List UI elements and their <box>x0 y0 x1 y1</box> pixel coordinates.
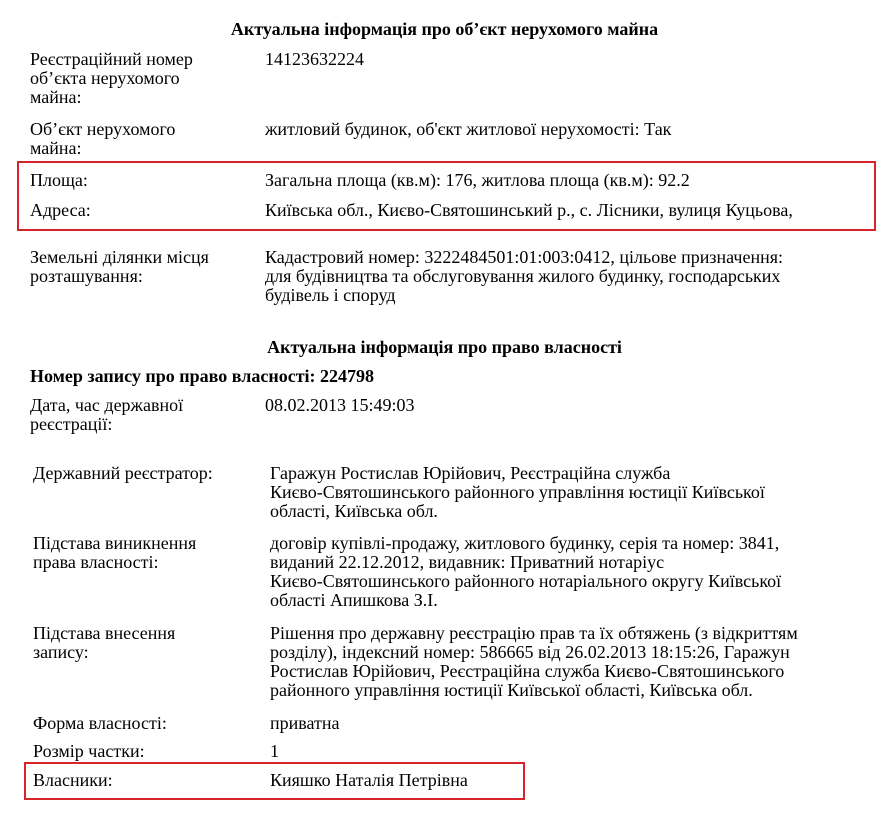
registrar-value: Гаражун Ростислав Юрійович, Реєстраційна служба Києво-Святошинського районного управління юстиції Київської області, Київська обл. <box>270 463 765 521</box>
object-type-label: Об’єкт нерухомого майна: <box>30 119 176 158</box>
ownership-basis-value: договір купівлі-продажу, житлового будинку, серія та номер: 3841, виданий 22.12.2012, видавник: Приватний нотаріус Києво-Святошинського районного нотаріального округу Київської області Апишкова З.І. <box>270 533 782 610</box>
land-plots-label: Земельні ділянки місця розташування: <box>30 247 209 286</box>
ownership-form-label: Форма власності: <box>33 713 167 733</box>
entry-basis-value: Рішення про державну реєстрацію прав та їх обтяжень (з відкриттям розділу), індексний номер: 586665 від 26.02.2013 18:15:26, Гаражун Ростислав Юрійович, Реєстраційна служба Києво-Святошинського районного управління юстиції Київської області, Київська обл. <box>270 623 798 700</box>
area-label: Площа: <box>30 170 88 190</box>
entry-basis-label: Підстава внесення запису: <box>33 623 176 662</box>
reg-number-label: Реєстраційний номер об’єкта нерухомого майна: <box>30 49 193 107</box>
share-size-value: 1 <box>270 741 279 761</box>
area-value: Загальна площа (кв.м): 176, житлова площа (кв.м): 92.2 <box>265 170 690 190</box>
registration-label: Дата, час державної реєстрації: <box>30 395 184 434</box>
owners-label: Власники: <box>33 770 113 790</box>
address-label: Адреса: <box>30 200 91 220</box>
object-section-title: Актуальна інформація про об’єкт нерухомого майна <box>230 19 659 39</box>
ownership-section-title: Актуальна інформація про право власності <box>267 337 622 357</box>
ownership-form-value: приватна <box>270 713 340 733</box>
object-type-value: житловий будинок, об'єкт житлової нерухомості: Так <box>265 119 672 139</box>
reg-number-value: 14123632224 <box>265 49 364 69</box>
address-value: Київська обл., Києво-Святошинський р., с. Лісники, вулиця Куцьова, <box>265 200 793 220</box>
ownership-basis-label: Підстава виникнення права власності: <box>33 533 197 572</box>
record-number: Номер запису про право власності: 224798 <box>30 366 375 386</box>
share-size-label: Розмір частки: <box>33 741 145 761</box>
registrar-label: Державний реєстратор: <box>33 463 213 483</box>
registration-value: 08.02.2013 15:49:03 <box>265 395 415 415</box>
owners-value: Кияшко Наталія Петрівна <box>270 770 468 790</box>
land-plots-value: Кадастровий номер: 3222484501:01:003:0412, цільове призначення: для будівництва та обслуговування жилого будинку, господарських будівель і споруд <box>265 247 783 305</box>
